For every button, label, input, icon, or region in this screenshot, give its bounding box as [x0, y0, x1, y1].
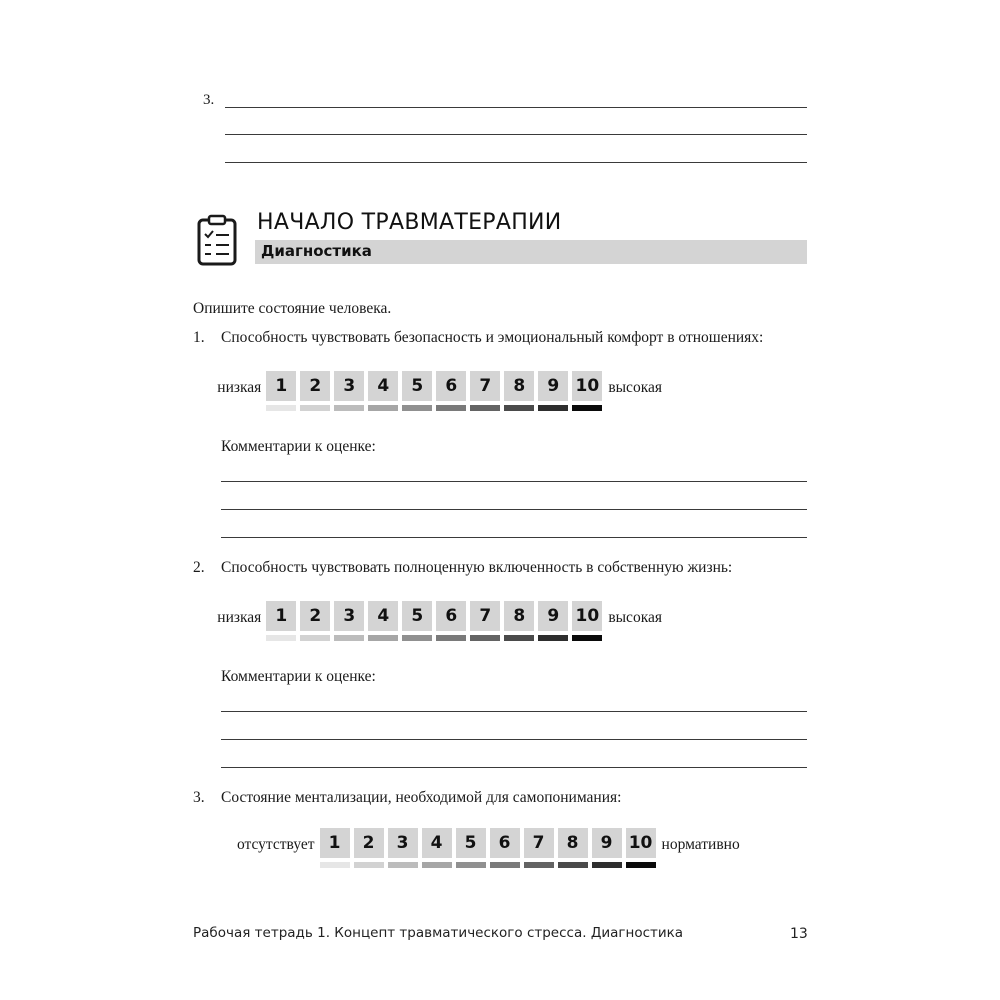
scale-option-number: 1 — [320, 828, 350, 858]
scale-option-7[interactable] — [524, 828, 554, 868]
scale-intensity-bar — [524, 862, 554, 868]
scale-option-number: 8 — [504, 371, 534, 401]
scale-option-number: 10 — [572, 371, 602, 401]
scale-intensity-bar — [572, 405, 602, 411]
scale-option-number: 7 — [524, 828, 554, 858]
scale-intensity-bar — [436, 635, 466, 641]
scale-option-1[interactable] — [266, 371, 296, 411]
scale-intensity-bar — [266, 635, 296, 641]
scale-option-number: 6 — [436, 601, 466, 631]
scale-option-8[interactable] — [504, 371, 534, 411]
scale-option-number: 3 — [334, 601, 364, 631]
rating-scale — [217, 371, 662, 411]
scale-option-2[interactable] — [300, 371, 330, 411]
scale-option-4[interactable] — [368, 371, 398, 411]
question-text: Способность чувствовать полноценную включенность в собственную жизнь: — [221, 559, 733, 576]
scale-option-number: 4 — [368, 601, 398, 631]
scale-intensity-bar — [504, 635, 534, 641]
question-text: Состояние ментализации, необходимой для самопонимания: — [221, 789, 622, 806]
scale-option-5[interactable] — [402, 371, 432, 411]
scale-intensity-bar — [436, 405, 466, 411]
scale-option-number: 2 — [300, 601, 330, 631]
question-number: 2. — [193, 559, 205, 576]
scale-option-9[interactable] — [592, 828, 622, 868]
comment-line[interactable] — [221, 711, 807, 712]
section-subtitle: Диагностика — [261, 242, 372, 260]
page-number: 13 — [790, 926, 808, 942]
question-number: 1. — [193, 329, 205, 346]
scale-intensity-bar — [456, 862, 486, 868]
rating-scale — [217, 601, 662, 641]
scale-option-2[interactable] — [354, 828, 384, 868]
scale-option-number: 9 — [538, 371, 568, 401]
scale-intensity-bar — [504, 405, 534, 411]
comment-label: Комментарии к оценке: — [221, 438, 376, 455]
scale-low-label: низкая — [217, 379, 262, 396]
scale-high-label: высокая — [608, 609, 662, 626]
scale-option-number: 2 — [300, 371, 330, 401]
scale-low-label: отсутствует — [237, 836, 315, 853]
scale-option-number: 5 — [456, 828, 486, 858]
scale-intensity-bar — [572, 635, 602, 641]
scale-option-10[interactable] — [626, 828, 656, 868]
scale-intensity-bar — [368, 405, 398, 411]
scale-intensity-bar — [320, 862, 350, 868]
scale-intensity-bar — [422, 862, 452, 868]
comment-line[interactable] — [221, 509, 807, 510]
scale-option-3[interactable] — [388, 828, 418, 868]
comment-line[interactable] — [221, 767, 807, 768]
scale-option-4[interactable] — [368, 601, 398, 641]
scale-option-6[interactable] — [490, 828, 520, 868]
comment-label: Комментарии к оценке: — [221, 668, 376, 685]
scale-intensity-bar — [470, 635, 500, 641]
scale-intensity-bar — [402, 635, 432, 641]
scale-option-10[interactable] — [572, 371, 602, 411]
scale-option-number: 4 — [368, 371, 398, 401]
scale-option-10[interactable] — [572, 601, 602, 641]
scale-high-label: высокая — [608, 379, 662, 396]
scale-intensity-bar — [334, 405, 364, 411]
scale-option-number: 9 — [538, 601, 568, 631]
scale-option-3[interactable] — [334, 601, 364, 641]
scale-option-1[interactable] — [266, 601, 296, 641]
comment-line[interactable] — [221, 537, 807, 538]
answer-line[interactable] — [225, 162, 807, 163]
scale-option-7[interactable] — [470, 601, 500, 641]
scale-intensity-bar — [592, 862, 622, 868]
scale-cells — [266, 601, 602, 641]
section-title: НАЧАЛО ТРАВМАТЕРАПИИ — [257, 210, 562, 235]
scale-option-number: 6 — [490, 828, 520, 858]
scale-option-5[interactable] — [456, 828, 486, 868]
scale-option-number: 5 — [402, 601, 432, 631]
intro-text: Опишите состояние человека. — [193, 300, 392, 317]
scale-option-number: 7 — [470, 601, 500, 631]
scale-option-number: 3 — [334, 371, 364, 401]
scale-option-number: 2 — [354, 828, 384, 858]
scale-option-number: 8 — [504, 601, 534, 631]
clipboard-checklist-icon — [196, 214, 238, 266]
scale-option-6[interactable] — [436, 371, 466, 411]
scale-intensity-bar — [538, 405, 568, 411]
scale-option-4[interactable] — [422, 828, 452, 868]
scale-option-8[interactable] — [504, 601, 534, 641]
answer-line[interactable] — [225, 107, 807, 108]
scale-option-number: 9 — [592, 828, 622, 858]
scale-option-3[interactable] — [334, 371, 364, 411]
scale-intensity-bar — [490, 862, 520, 868]
scale-intensity-bar — [402, 405, 432, 411]
section-subtitle-band — [255, 240, 807, 264]
scale-option-2[interactable] — [300, 601, 330, 641]
scale-option-9[interactable] — [538, 601, 568, 641]
footer-text: Рабочая тетрадь 1. Концепт травматического стресса. Диагностика — [193, 925, 684, 941]
scale-low-label: низкая — [217, 609, 262, 626]
scale-option-number: 10 — [572, 601, 602, 631]
scale-intensity-bar — [626, 862, 656, 868]
scale-option-number: 5 — [402, 371, 432, 401]
scale-option-number: 3 — [388, 828, 418, 858]
scale-intensity-bar — [300, 405, 330, 411]
scale-option-number: 8 — [558, 828, 588, 858]
scale-option-number: 6 — [436, 371, 466, 401]
scale-intensity-bar — [470, 405, 500, 411]
scale-intensity-bar — [558, 862, 588, 868]
scale-option-9[interactable] — [538, 371, 568, 411]
scale-intensity-bar — [368, 635, 398, 641]
scale-option-number: 10 — [626, 828, 656, 858]
scale-option-1[interactable] — [320, 828, 350, 868]
scale-option-6[interactable] — [436, 601, 466, 641]
scale-option-5[interactable] — [402, 601, 432, 641]
scale-option-7[interactable] — [470, 371, 500, 411]
comment-line[interactable] — [221, 481, 807, 482]
question-number: 3. — [193, 789, 205, 806]
question-text: Способность чувствовать безопасность и эмоциональный комфорт в отношениях: — [221, 329, 764, 346]
answer-line[interactable] — [225, 134, 807, 135]
comment-line[interactable] — [221, 739, 807, 740]
scale-intensity-bar — [388, 862, 418, 868]
scale-option-number: 7 — [470, 371, 500, 401]
scale-option-number: 1 — [266, 371, 296, 401]
scale-intensity-bar — [354, 862, 384, 868]
scale-intensity-bar — [334, 635, 364, 641]
scale-cells — [320, 828, 656, 868]
scale-option-8[interactable] — [558, 828, 588, 868]
scale-intensity-bar — [538, 635, 568, 641]
rating-scale — [237, 828, 740, 868]
scale-option-number: 4 — [422, 828, 452, 858]
scale-cells — [266, 371, 602, 411]
scale-intensity-bar — [300, 635, 330, 641]
item-number: 3. — [203, 92, 215, 108]
scale-option-number: 1 — [266, 601, 296, 631]
scale-high-label: нормативно — [661, 836, 740, 853]
scale-intensity-bar — [266, 405, 296, 411]
